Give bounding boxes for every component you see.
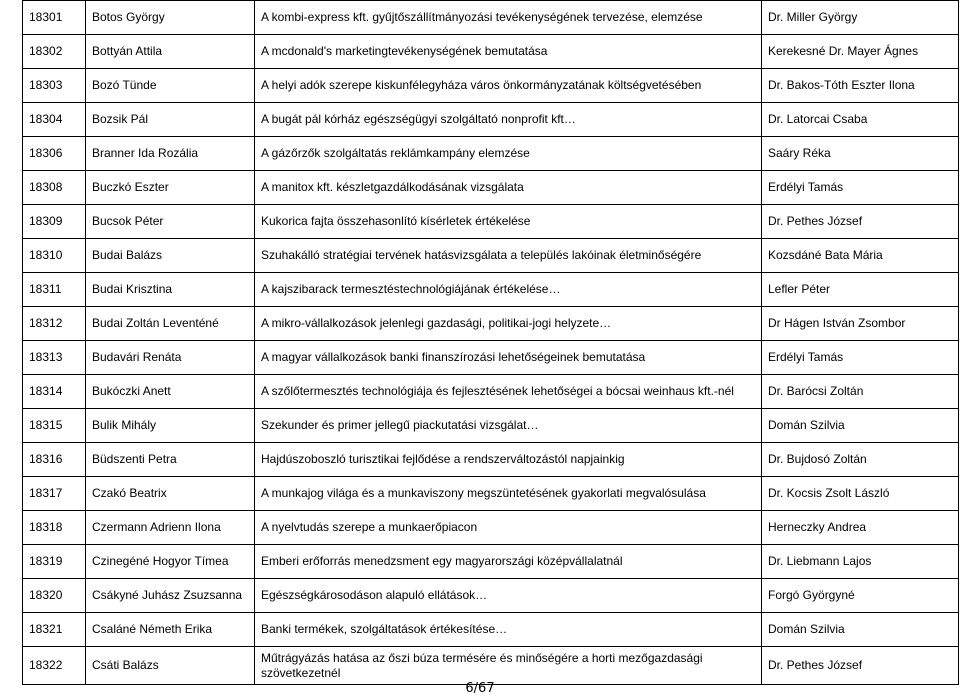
student-name: Buczkó Eszter: [86, 171, 255, 205]
row-id: 18317: [23, 477, 86, 511]
table-row: [23, 375, 959, 409]
student-name: Büdszenti Petra: [86, 443, 255, 477]
table-row: [23, 647, 959, 685]
student-name: Bottyán Attila: [86, 35, 255, 69]
row-id: 18308: [23, 171, 86, 205]
row-id: 18318: [23, 511, 86, 545]
student-name: Bozsik Pál: [86, 103, 255, 137]
row-id: 18306: [23, 137, 86, 171]
thesis-title: Emberi erőforrás menedzsment egy magyarországi középvállalatnál: [255, 545, 762, 579]
row-id: 18321: [23, 613, 86, 647]
row-id: 18301: [23, 1, 86, 35]
table-body: [23, 1, 959, 685]
row-id: 18311: [23, 273, 86, 307]
student-name: Bukóczki Anett: [86, 375, 255, 409]
table-row: [23, 239, 959, 273]
thesis-title: A nyelvtudás szerepe a munkaerőpiacon: [255, 511, 762, 545]
table-row: [23, 1, 959, 35]
supervisor-name: Kerekesné Dr. Mayer Ágnes: [762, 35, 959, 69]
thesis-table: [22, 0, 959, 685]
table-row: [23, 579, 959, 613]
student-name: Czermann Adrienn Ilona: [86, 511, 255, 545]
table-row: [23, 409, 959, 443]
student-name: Budavári Renáta: [86, 341, 255, 375]
thesis-title: A szőlőtermesztés technológiája és fejlesztésének lehetőségei a bócsai weinhaus kft.-nél: [255, 375, 762, 409]
supervisor-name: Domán Szilvia: [762, 409, 959, 443]
student-name: Csáti Balázs: [86, 647, 255, 685]
thesis-title: A mikro-vállalkozások jelenlegi gazdasági, politikai-jogi helyzete…: [255, 307, 762, 341]
table-row: [23, 307, 959, 341]
supervisor-name: Dr. Miller György: [762, 1, 959, 35]
supervisor-name: Dr. Barócsi Zoltán: [762, 375, 959, 409]
table-row: [23, 205, 959, 239]
student-name: Bulik Mihály: [86, 409, 255, 443]
table-row: [23, 443, 959, 477]
supervisor-name: Erdélyi Tamás: [762, 341, 959, 375]
supervisor-name: Dr. Bakos-Tóth Eszter Ilona: [762, 69, 959, 103]
row-id: 18319: [23, 545, 86, 579]
table-row: [23, 69, 959, 103]
thesis-title: Szuhakálló stratégiai tervének hatásvizsgálata a település lakóinak életminőségére: [255, 239, 762, 273]
student-name: Bucsok Péter: [86, 205, 255, 239]
supervisor-name: Dr Hágen István Zsombor: [762, 307, 959, 341]
student-name: Csákyné Juhász Zsuzsanna: [86, 579, 255, 613]
supervisor-name: Dr. Liebmann Lajos: [762, 545, 959, 579]
thesis-title: A mcdonald's marketingtevékenységének bemutatása: [255, 35, 762, 69]
row-id: 18304: [23, 103, 86, 137]
supervisor-name: Dr. Pethes József: [762, 647, 959, 685]
student-name: Branner Ida Rozália: [86, 137, 255, 171]
thesis-title: A helyi adók szerepe kiskunfélegyháza város önkormányzatának költségvetésében: [255, 69, 762, 103]
row-id: 18313: [23, 341, 86, 375]
student-name: Czinegéné Hogyor Tímea: [86, 545, 255, 579]
page-number: 6/67: [465, 681, 495, 696]
supervisor-name: Lefler Péter: [762, 273, 959, 307]
row-id: 18310: [23, 239, 86, 273]
student-name: Botos György: [86, 1, 255, 35]
row-id: 18322: [23, 647, 86, 685]
table-row: [23, 35, 959, 69]
row-id: 18316: [23, 443, 86, 477]
supervisor-name: Dr. Bujdosó Zoltán: [762, 443, 959, 477]
table-row: [23, 511, 959, 545]
table-row: [23, 103, 959, 137]
student-name: Budai Zoltán Leventéné: [86, 307, 255, 341]
table-row: [23, 171, 959, 205]
thesis-title: Műtrágyázás hatása az őszi búza termésére és minőségére a horti mezőgazdasági szövetkezetnél: [255, 647, 762, 685]
thesis-title: A gázőrzők szolgáltatás reklámkampány elemzése: [255, 137, 762, 171]
table-row: [23, 137, 959, 171]
row-id: 18314: [23, 375, 86, 409]
row-id: 18320: [23, 579, 86, 613]
row-id: 18309: [23, 205, 86, 239]
row-id: 18303: [23, 69, 86, 103]
student-name: Csaláné Németh Erika: [86, 613, 255, 647]
student-name: Budai Balázs: [86, 239, 255, 273]
thesis-title: Banki termékek, szolgáltatások értékesítése…: [255, 613, 762, 647]
table-row: [23, 545, 959, 579]
row-id: 18315: [23, 409, 86, 443]
row-id: 18312: [23, 307, 86, 341]
thesis-title: Egészségkárosodáson alapuló ellátások…: [255, 579, 762, 613]
thesis-title: A kombi-express kft. gyűjtőszállítmányozási tevékenységének tervezése, elemzése: [255, 1, 762, 35]
supervisor-name: Forgó Györgyné: [762, 579, 959, 613]
supervisor-name: Dr. Kocsis Zsolt László: [762, 477, 959, 511]
thesis-title: A kajszibarack termesztéstechnológiájának értékelése…: [255, 273, 762, 307]
thesis-title: A magyar vállalkozások banki finanszírozási lehetőségeinek bemutatása: [255, 341, 762, 375]
table-row: [23, 273, 959, 307]
thesis-title: A manitox kft. készletgazdálkodásának vizsgálata: [255, 171, 762, 205]
thesis-title: Szekunder és primer jellegű piackutatási vizsgálat…: [255, 409, 762, 443]
table-row: [23, 477, 959, 511]
thesis-title: A munkajog világa és a munkaviszony megszüntetésének gyakorlati megvalósulása: [255, 477, 762, 511]
student-name: Bozó Tünde: [86, 69, 255, 103]
supervisor-name: Dr. Latorcai Csaba: [762, 103, 959, 137]
thesis-title: Kukorica fajta összehasonlító kísérletek értékelése: [255, 205, 762, 239]
row-id: 18302: [23, 35, 86, 69]
thesis-title: A bugát pál kórház egészségügyi szolgáltató nonprofit kft…: [255, 103, 762, 137]
supervisor-name: Saáry Réka: [762, 137, 959, 171]
supervisor-name: Kozsdáné Bata Mária: [762, 239, 959, 273]
supervisor-name: Herneczky Andrea: [762, 511, 959, 545]
table-row: [23, 613, 959, 647]
thesis-title: Hajdúszoboszló turisztikai fejlődése a rendszerváltozástól napjainkig: [255, 443, 762, 477]
student-name: Budai Krisztina: [86, 273, 255, 307]
supervisor-name: Dr. Pethes József: [762, 205, 959, 239]
supervisor-name: Erdélyi Tamás: [762, 171, 959, 205]
supervisor-name: Domán Szilvia: [762, 613, 959, 647]
table-row: [23, 341, 959, 375]
student-name: Czakó Beatrix: [86, 477, 255, 511]
